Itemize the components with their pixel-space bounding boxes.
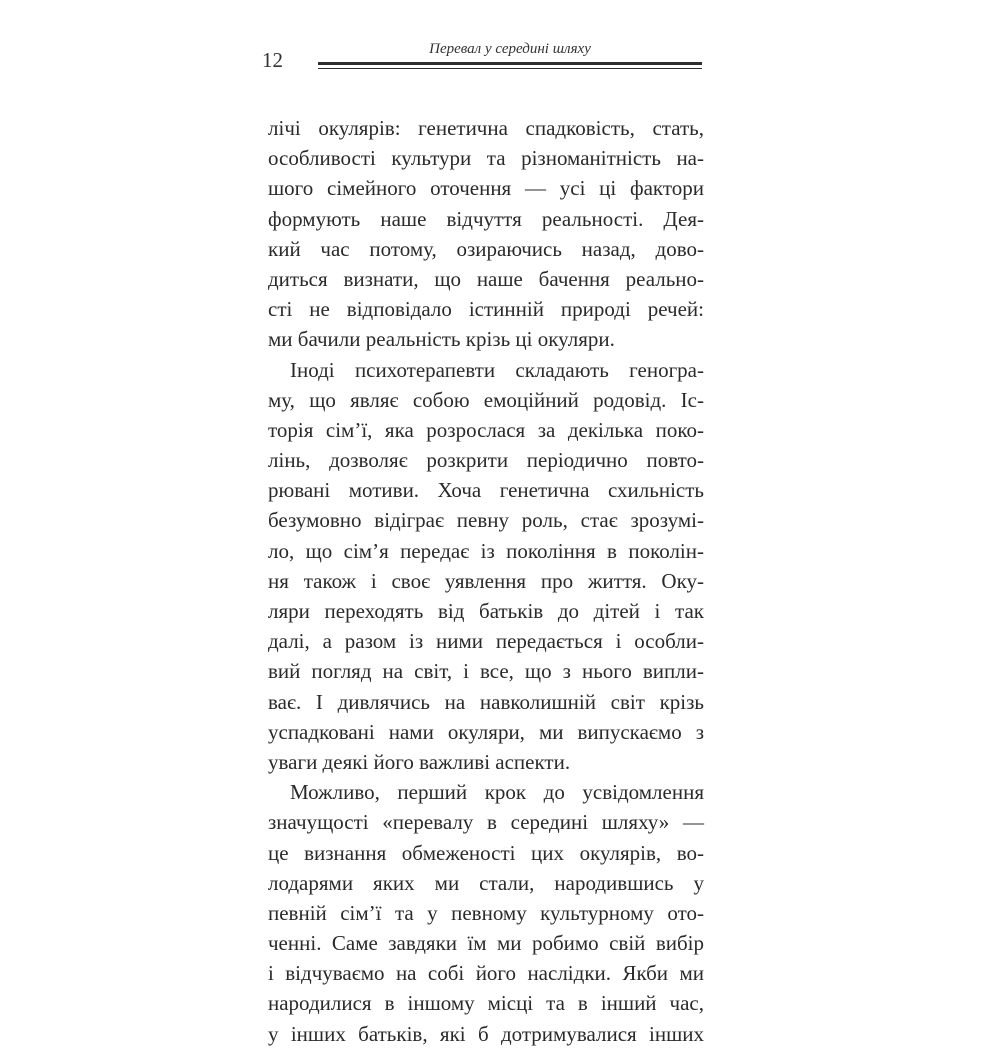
text-line: лічі окулярів: генетична спадковість, стать,: [268, 116, 704, 140]
text-line: особливості культури та різноманітність на-: [268, 146, 704, 171]
paragraph-1: [268, 113, 704, 355]
text-line: значущості «перевалу в середині шляху» —: [268, 810, 704, 835]
text-line: народилися в іншому місці та в інший час,: [268, 991, 704, 1016]
text-line: Іноді психотерапевти складають геногра-: [290, 357, 704, 382]
text-line: це визнання обмеженості цих окулярів, во-: [268, 840, 704, 865]
text-line: певній сім’ї та у певному культурному ото-: [268, 900, 704, 925]
text-line: у інших батьків, які б дотримувалися інших: [268, 1021, 704, 1046]
text-line: му, що являє собою емоційний родовід. Іс-: [268, 387, 704, 412]
text-line: ченні. Саме завдяки їм ми робимо свій вибір: [268, 931, 704, 956]
text-line: і відчуваємо на собі його наслідки. Якби ми: [268, 961, 704, 986]
text-line: ло, що сім’я передає із покоління в поколін-: [268, 538, 704, 563]
paragraph-3: [268, 777, 704, 1049]
running-title: Перевал у середині шляху: [429, 41, 591, 57]
text-line: торія сім’ї, яка розрослася за декілька поко-: [268, 417, 704, 442]
text-line: Можливо, перший крок до усвідомлення: [290, 780, 704, 805]
header-rule-thin: [318, 68, 702, 69]
header-rule-thick: [318, 62, 702, 65]
text-line: успадковані нами окуляри, ми випускаємо з: [268, 719, 704, 744]
paragraph-2: [268, 355, 704, 778]
text-line: ня також і своє уявлення про життя. Оку-: [268, 568, 704, 593]
text-line: вий погляд на світ, і все, що з нього випли-: [268, 659, 704, 684]
text-line: кий час потому, озираючись назад, дово-: [268, 236, 704, 261]
text-line: лінь, дозволяє розкрити періодично повто-: [268, 448, 704, 473]
text-line: диться визнати, що наше бачення реально-: [268, 266, 704, 291]
text-line: сті не відповідало істинній природі речей:: [268, 297, 704, 322]
text-line: далі, а разом із ними передається і особли-: [268, 629, 704, 654]
text-line: формують наше відчуття реальності. Дея-: [268, 206, 704, 231]
text-line: рювані мотиви. Хоча генетична схильність: [268, 478, 704, 503]
text-line: ляри переходять від батьків до дітей і так: [268, 599, 704, 623]
text-line: ває. І дивлячись на навколишній світ крізь: [268, 689, 704, 714]
page-number: 12: [262, 48, 283, 72]
text-line: ми бачили реальність крізь ці окуляри.: [268, 327, 615, 352]
text-line: шого сімейного оточення — усі ці фактори: [268, 176, 704, 201]
text-line: лодарями яких ми стали, народившись у: [268, 870, 704, 895]
text-line: безумовно відіграє певну роль, стає зрозумі-: [268, 508, 704, 533]
body-text: [268, 113, 704, 1049]
text-line: уваги деякі його важливі аспекти.: [268, 749, 571, 774]
